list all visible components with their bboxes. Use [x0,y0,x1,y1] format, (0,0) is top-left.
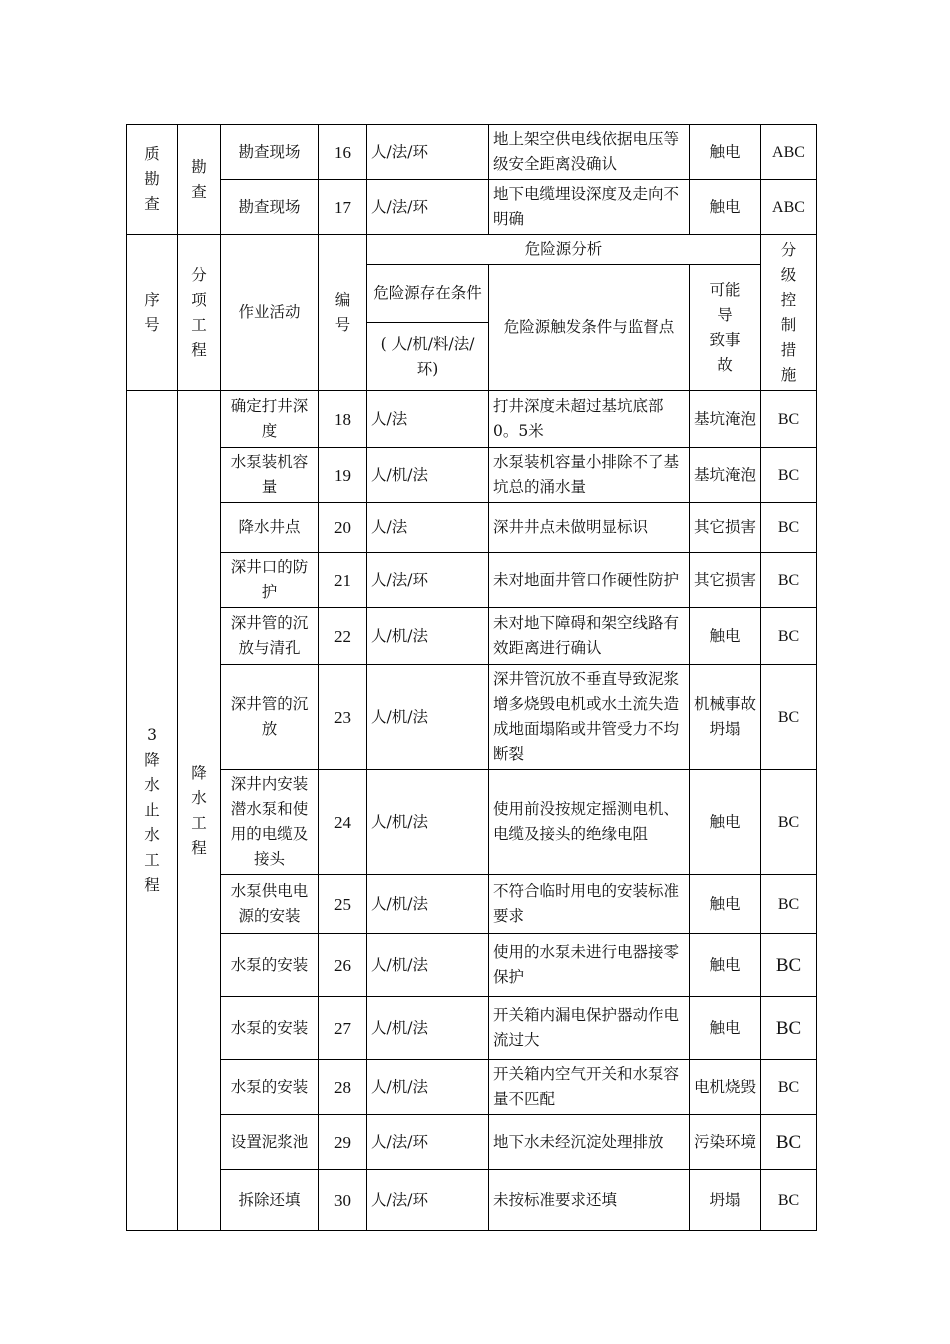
number-cell: 26 [319,934,367,997]
section-char: 降 [144,751,160,769]
header-char: 号 [144,315,160,334]
condition-cell: 人/法/环 [367,180,489,235]
activity-cell: 深井内安装潜水泵和使用的电缆及接头 [221,770,319,875]
number-cell: 24 [319,770,367,875]
level-cell: BC [761,997,817,1060]
header-analysis: 危险源分析 [367,235,761,265]
sub-char: 查 [191,182,207,201]
header-char: 措 [780,340,797,359]
table-row [127,608,817,665]
trigger-cell: 地下电缆埋设深度及走向不明确 [489,180,690,235]
trigger-cell: 开关箱内漏电保护器动作电流过大 [489,997,690,1060]
trigger-cell: 使用的水泵未进行电器接零保护 [489,934,690,997]
trigger-cell: 未按标准要求还填 [489,1170,690,1231]
condition-cell: 人/机/法 [367,1060,489,1115]
trigger-cell: 未对地下障碍和架空线路有效距离进行确认 [489,608,690,665]
condition-cell: 人/法/环 [367,1170,489,1231]
result-cell: 触电 [690,770,761,875]
result-cell: 其它损害 [690,553,761,608]
number-cell: 29 [319,1115,367,1170]
activity-cell: 拆除还填 [221,1170,319,1231]
table-row [127,391,817,448]
group-char: 查 [144,195,160,213]
header-char: 号 [334,315,351,334]
section-char: 程 [144,876,160,894]
number-cell: 17 [319,180,367,235]
condition-cell: 人/法/环 [367,1115,489,1170]
result-cell: 坍塌 [690,1170,761,1231]
level-cell: BC [761,391,817,448]
number-cell: 21 [319,553,367,608]
number-cell: 19 [319,448,367,503]
group-label-cell [127,125,178,235]
header-exist-cond: 危险源存在条件 [367,265,489,323]
header-trigger: 危险源触发条件与监督点 [489,265,690,391]
level-cell: BC [761,553,817,608]
level-cell: BC [761,665,817,770]
trigger-cell: 地下水未经沉淀处理排放 [489,1115,690,1170]
header-char: 程 [191,340,207,359]
table-row [127,997,817,1060]
header-char: 级 [780,265,797,284]
condition-cell: 人/机/法 [367,934,489,997]
level-cell: BC [761,1170,817,1231]
header-exist-cond-sub: ( 人/机/料/法/环) [367,323,489,391]
condition-cell: 人/法 [367,503,489,553]
trigger-cell: 地上架空供电线依据电压等级安全距离没确认 [489,125,690,180]
condition-cell: 人/机/法 [367,770,489,875]
header-sub-project [178,235,221,391]
header-char: 导 [717,305,733,324]
header-char: 控 [780,290,797,309]
header-char: 分 [191,265,207,284]
section-char: 工 [191,813,207,832]
activity-cell: 深井管的沉放 [221,665,319,770]
table-row [127,1060,817,1115]
trigger-cell: 深井井点未做明显标识 [489,503,690,553]
section-sub-project [178,391,221,1231]
result-cell: 触电 [690,608,761,665]
level-cell: BC [761,608,817,665]
result-cell: 基坑淹泡 [690,391,761,448]
activity-cell: 勘查现场 [221,125,319,180]
level-cell: ABC [761,125,817,180]
condition-cell: 人/机/法 [367,665,489,770]
activity-cell: 水泵的安装 [221,934,319,997]
activity-cell: 水泵装机容量 [221,448,319,503]
trigger-cell: 打井深度未超过基坑底部0。5米 [489,391,690,448]
section-char: 水 [191,788,207,807]
sub-label-cell [178,125,221,235]
table-row [127,665,817,770]
result-cell: 机械事故坍塌 [690,665,761,770]
result-cell: 触电 [690,180,761,235]
condition-cell: 人/法 [367,391,489,448]
header-possible [690,265,761,391]
activity-cell: 深井管的沉放与清孔 [221,608,319,665]
activity-cell: 水泵供电电源的安装 [221,875,319,934]
result-cell: 触电 [690,875,761,934]
result-cell: 触电 [690,125,761,180]
condition-cell: 人/机/法 [367,608,489,665]
activity-cell: 设置泥浆池 [221,1115,319,1170]
header-char: 工 [191,315,207,334]
header-seq [127,235,178,391]
number-cell: 28 [319,1060,367,1115]
activity-cell: 深井口的防护 [221,553,319,608]
table-row [127,125,817,180]
number-cell: 25 [319,875,367,934]
table-row [127,934,817,997]
table-row [127,1170,817,1231]
section-char: 水 [144,826,160,844]
number-cell: 27 [319,997,367,1060]
result-cell: 基坑淹泡 [690,448,761,503]
trigger-cell: 水泵装机容量小排除不了基坑总的涌水量 [489,448,690,503]
section-char: 程 [191,838,207,857]
condition-cell: 人/法/环 [367,553,489,608]
level-cell: BC [761,875,817,934]
activity-cell: 水泵的安装 [221,1060,319,1115]
level-cell: ABC [761,180,817,235]
section-char: 水 [144,776,160,794]
header-char: 制 [780,315,797,334]
header-char: 致事 [709,330,741,349]
condition-cell: 人/法/环 [367,125,489,180]
activity-cell: 水泵的安装 [221,997,319,1060]
table-row [127,553,817,608]
activity-cell: 确定打井深度 [221,391,319,448]
header-char: 序 [144,290,160,309]
section-char: 降 [191,763,207,782]
condition-cell: 人/机/法 [367,448,489,503]
hazard-table [126,124,817,1231]
trigger-cell: 深井管沉放不垂直导致泥浆增多烧毁电机或水土流失造成地面塌陷或井管受力不均断裂 [489,665,690,770]
header-char: 故 [717,355,733,374]
condition-cell: 人/机/法 [367,997,489,1060]
level-cell: BC [761,770,817,875]
number-cell: 16 [319,125,367,180]
sub-char: 勘 [191,157,207,176]
trigger-cell: 使用前没按规定摇测电机、电缆及接头的绝缘电阻 [489,770,690,875]
level-cell: BC [761,1060,817,1115]
header-number [319,235,367,391]
table-row [127,448,817,503]
activity-cell: 勘查现场 [221,180,319,235]
group-char: 质 [144,145,160,163]
level-cell: BC [761,448,817,503]
group-char: 勘 [144,170,160,188]
trigger-cell: 未对地面井管口作硬性防护 [489,553,690,608]
result-cell: 污染环境 [690,1115,761,1170]
table-row [127,770,817,875]
section-char: 3 [147,726,157,744]
number-cell: 18 [319,391,367,448]
level-cell: BC [761,1115,817,1170]
activity-cell: 降水井点 [221,503,319,553]
number-cell: 23 [319,665,367,770]
header-control [761,235,817,391]
number-cell: 30 [319,1170,367,1231]
level-cell: BC [761,934,817,997]
level-cell: BC [761,503,817,553]
trigger-cell: 开关箱内空气开关和水泵容量不匹配 [489,1060,690,1115]
trigger-cell: 不符合临时用电的安装标准要求 [489,875,690,934]
header-char: 可能 [709,280,741,299]
number-cell: 20 [319,503,367,553]
result-cell: 其它损害 [690,503,761,553]
header-row [127,235,817,265]
table-row [127,180,817,235]
number-cell: 22 [319,608,367,665]
table-row [127,1115,817,1170]
header-char: 施 [780,365,797,384]
header-char: 项 [191,290,207,309]
header-activity: 作业活动 [221,235,319,391]
section-seq [127,391,178,1231]
table-row [127,875,817,934]
header-char: 分 [780,240,797,259]
section-char: 止 [144,801,160,819]
section-char: 工 [144,851,160,869]
result-cell: 触电 [690,997,761,1060]
table-row [127,503,817,553]
result-cell: 电机烧毁 [690,1060,761,1115]
condition-cell: 人/机/法 [367,875,489,934]
result-cell: 触电 [690,934,761,997]
header-char: 编 [334,290,351,309]
